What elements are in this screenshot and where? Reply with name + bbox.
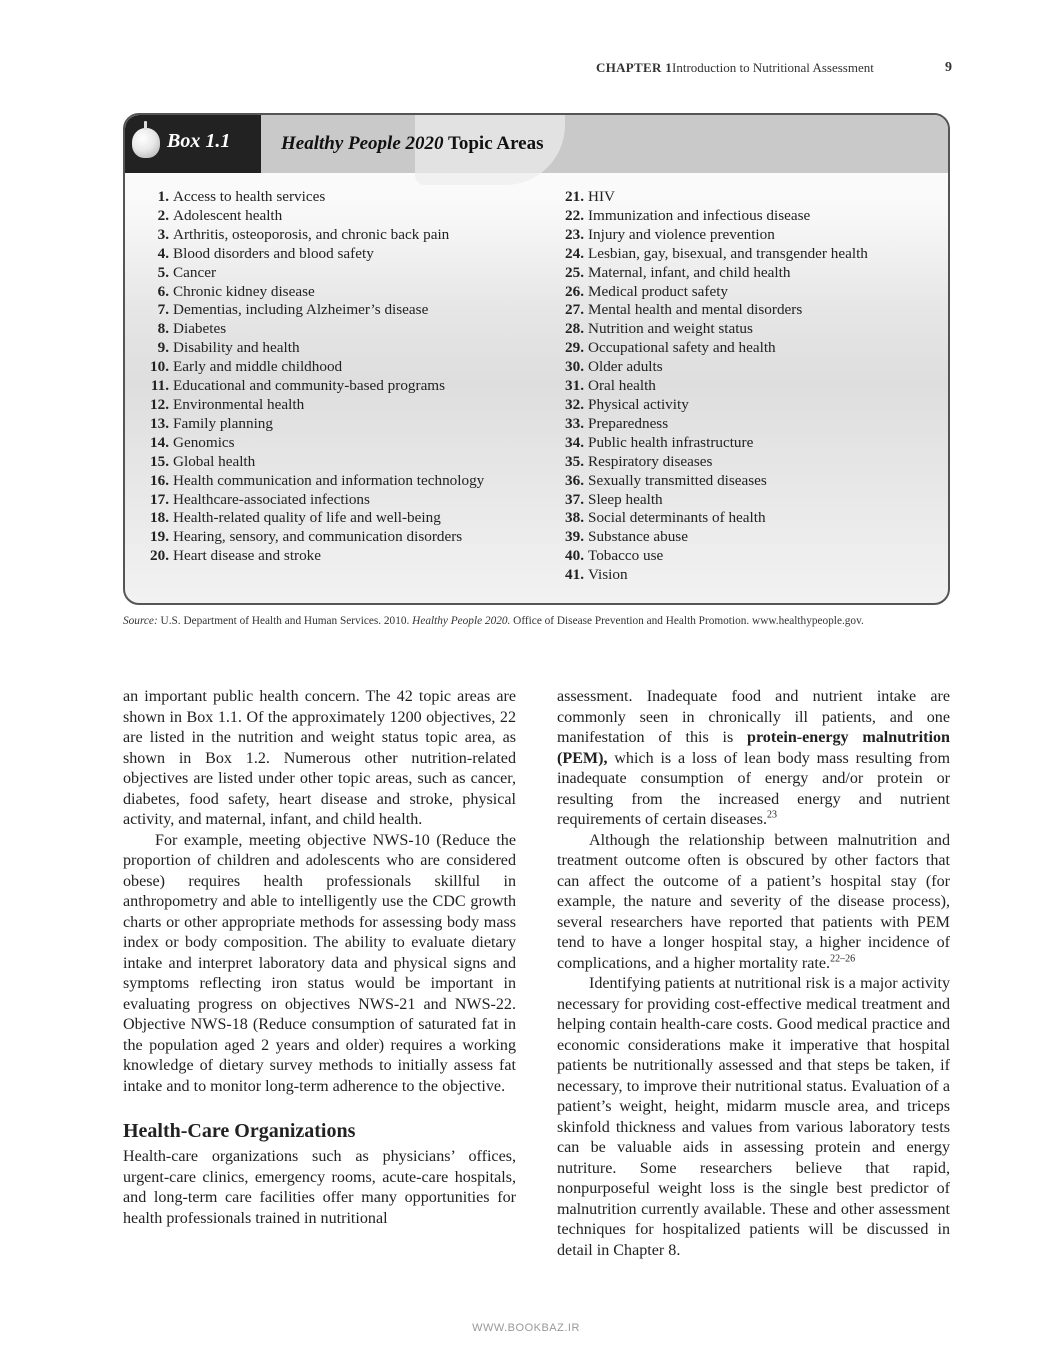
topic-text: Social determinants of health xyxy=(588,509,766,527)
topic-text: Family planning xyxy=(173,414,273,432)
topic-item xyxy=(540,453,940,472)
topic-text: Sexually transmitted diseases xyxy=(588,471,767,489)
topic-item xyxy=(125,301,545,320)
chapter-label: CHAPTER 1 xyxy=(596,60,673,75)
paragraph: For example, meeting objective NWS-10 (Reduce the proportion of children and adolescents who are considered obese) requires health professionals skillful in anthropometry and able to intelligently use the CDC growth charts or other appropriate methods for assessing body mass index or body composition. The ability to evaluate dietary intake and interpret laboratory data and physical signs and symptoms reflecting iron status would be important in evaluating progress on objectives NWS-21 and NWS-22. Objective NWS-18 (Reduce consumption of saturated fat in the population aged 2 years and older) requires a working knowledge of dietary survey methods to initially assess fat intake and to monitor long-term adherence to the objective. xyxy=(123,831,516,1095)
apple-icon xyxy=(132,128,160,158)
topic-text: Lesbian, gay, bisexual, and transgender health xyxy=(588,244,868,262)
topic-item xyxy=(125,207,545,226)
topic-item xyxy=(125,226,545,245)
topic-text: Cancer xyxy=(173,263,217,281)
topic-item xyxy=(540,320,940,339)
topic-item xyxy=(125,320,545,339)
topic-item xyxy=(540,207,940,226)
topic-item xyxy=(540,396,940,415)
key-term: protein-energy malnutrition (PEM), xyxy=(557,729,950,767)
topic-number: 28. xyxy=(565,320,584,338)
topic-number: 12. xyxy=(150,395,169,413)
topic-text: Nutrition and weight status xyxy=(588,320,753,338)
topic-item xyxy=(125,188,545,207)
topic-number: 25. xyxy=(565,263,584,281)
topic-item xyxy=(540,339,940,358)
paragraph xyxy=(557,831,950,975)
topic-number: 11. xyxy=(150,377,169,395)
topic-text: Arthritis, osteoporosis, and chronic back pain xyxy=(173,225,450,243)
topic-number: 36. xyxy=(565,471,584,489)
topic-number: 26. xyxy=(565,282,584,300)
topic-number: 21. xyxy=(565,188,584,205)
topic-item xyxy=(125,547,545,566)
topic-item xyxy=(540,283,940,302)
topic-number: 34. xyxy=(565,433,584,451)
source-text-1: U.S. Department of Health and Human Services. 2010. xyxy=(157,615,413,627)
topic-text: Physical activity xyxy=(588,395,689,413)
topic-item xyxy=(125,264,545,283)
topic-number: 10. xyxy=(150,358,169,376)
topic-item xyxy=(125,377,545,396)
topic-number: 1. xyxy=(157,188,169,205)
topic-number: 4. xyxy=(157,244,169,262)
topic-text: Dementias, including Alzheimer’s disease xyxy=(173,301,429,319)
topic-number: 41. xyxy=(565,566,584,584)
topic-number: 40. xyxy=(565,547,584,565)
topic-number: 24. xyxy=(565,244,584,262)
paragraph xyxy=(557,687,950,831)
paragraph: Identifying patients at nutritional risk is a major activity necessary for providing cost-effective medical treatment and helping contain health-care costs. Good medical practice and economic considerations make it imperative that hospital patients be nutritionally assessed and that steps be taken, if necessary, to improve their nutritional status. Evaluation of a patient’s weight, height, midarm muscle area, and triceps skinfold thickness and values from various laboratory tests can be valuable aids in assessing protein and energy nutriture. Some researchers believe that rapid, nonpurposeful weight loss is the single best predictor of malnutrition currently available. These and other assessment techniques for hospitalized patients will be discussed in detail in Chapter 8. xyxy=(557,975,950,1259)
topic-text: Oral health xyxy=(588,377,656,395)
running-header xyxy=(596,60,956,80)
topic-text: Mental health and mental disorders xyxy=(588,301,803,319)
topic-item xyxy=(540,377,940,396)
topic-number: 9. xyxy=(157,339,169,357)
page-number: 9 xyxy=(945,60,952,75)
topic-number: 18. xyxy=(150,509,169,527)
topic-number: 31. xyxy=(565,377,584,395)
topic-item xyxy=(125,396,545,415)
topic-text: Educational and community-based programs xyxy=(173,377,446,395)
topic-text: Maternal, infant, and child health xyxy=(588,263,791,281)
topic-number: 37. xyxy=(565,490,584,508)
source-text-2: Office of Disease Prevention and Health Promotion. www.healthypeople.gov. xyxy=(510,615,864,627)
topic-item xyxy=(540,509,940,528)
topic-text: Hearing, sensory, and communication disorders xyxy=(173,528,463,546)
topic-text: Public health infrastructure xyxy=(588,433,754,451)
topic-item xyxy=(125,245,545,264)
topic-text: Medical product safety xyxy=(588,282,729,300)
topic-number: 8. xyxy=(157,320,169,338)
topic-number: 30. xyxy=(565,358,584,376)
topic-text: Environmental health xyxy=(173,395,305,413)
topic-number: 20. xyxy=(150,547,169,565)
topic-number: 2. xyxy=(157,206,169,224)
topic-number: 7. xyxy=(157,301,169,319)
box-label: Box 1.1 xyxy=(167,130,231,152)
paragraph: an important public health concern. The 42 topic areas are shown in Box 1.1. Of the approximately 1200 objectives, 22 are listed in the nutrition and weight status topic area, as shown in Box 1.2. Numerous other nutrition-related objectives are listed under other topic areas, such as cancer, diabetes, food safety, heart disease and stroke, physical activity, and maternal, infant, and child health. xyxy=(123,688,516,828)
topic-item xyxy=(540,472,940,491)
topic-number: 29. xyxy=(565,339,584,357)
topic-item xyxy=(540,434,940,453)
topic-item xyxy=(540,358,940,377)
topic-text: Sleep health xyxy=(588,490,663,508)
topic-number: 33. xyxy=(565,414,584,432)
topic-number: 22. xyxy=(565,206,584,224)
topic-text: Substance abuse xyxy=(588,528,688,546)
topic-text: Global health xyxy=(173,452,256,470)
topic-list-left xyxy=(125,188,545,566)
topic-item xyxy=(125,528,545,547)
citation: 22–26 xyxy=(830,953,856,965)
topic-item xyxy=(540,547,940,566)
topic-item xyxy=(540,528,940,547)
watermark-footer: WWW.BOOKBAZ.IR xyxy=(472,1322,580,1334)
topic-item xyxy=(125,434,545,453)
topic-number: 14. xyxy=(150,433,169,451)
topic-number: 13. xyxy=(150,414,169,432)
topic-text: Diabetes xyxy=(173,320,227,338)
box-title xyxy=(281,133,544,155)
topic-item xyxy=(540,264,940,283)
body-column-right xyxy=(557,687,950,1261)
topic-text: Immunization and infectious disease xyxy=(588,206,811,224)
topic-areas-box xyxy=(123,113,950,605)
topic-text: Disability and health xyxy=(173,339,300,357)
topic-list-right xyxy=(540,188,940,585)
topic-text: Occupational safety and health xyxy=(588,339,776,357)
topic-text: Preparedness xyxy=(588,414,669,432)
topic-item xyxy=(540,188,940,207)
topic-number: 6. xyxy=(157,282,169,300)
topic-number: 15. xyxy=(150,452,169,470)
topic-text: Blood disorders and blood safety xyxy=(173,244,374,262)
topic-number: 19. xyxy=(150,528,169,546)
topic-text: Health communication and information technology xyxy=(173,471,485,489)
apple-stem-icon xyxy=(144,121,147,130)
topic-item xyxy=(540,566,940,585)
paragraph: Health-care organizations such as physicians’ offices, urgent-care clinics, emergency rooms, acute-care hospitals, and long-term care facilities offer many opportunities for health professionals trained in nutritional xyxy=(123,1148,516,1227)
topic-item xyxy=(125,453,545,472)
box-title-rest: Topic Areas xyxy=(443,133,544,154)
paragraph-text: assessment. Inadequate food and nutrient intake are commonly seen in chronically ill patients, and one manifestation of this is xyxy=(557,688,950,746)
topic-text: Older adults xyxy=(588,358,663,376)
citation: 23 xyxy=(767,809,778,821)
paragraph-text: Although the relationship between malnutrition and treatment outcome often is obscured by other factors that can affect the outcome of a patient’s hospital stay (for example, the nature and severity of the disease process), several researchers have reported that patients with PEM tend to have a longer hospital stay, a higher incidence of complications, and a higher mortality rate. xyxy=(557,831,950,972)
box-title-italic: Healthy People 2020 xyxy=(281,133,444,154)
topic-item xyxy=(125,509,545,528)
topic-text: Genomics xyxy=(173,433,235,451)
topic-number: 38. xyxy=(565,509,584,527)
paragraph-text: which is a loss of lean body mass resulting from inadequate consumption of energy and/or protein or resulting from the increased energy and nutrient requirements of certain diseases. xyxy=(557,749,950,828)
topic-item xyxy=(540,245,940,264)
topic-text: Adolescent health xyxy=(173,206,283,224)
topic-number: 17. xyxy=(150,490,169,508)
topic-text: Healthcare-associated infections xyxy=(173,490,370,508)
section-heading: Health-Care Organizations xyxy=(123,1120,356,1142)
topic-item xyxy=(540,226,940,245)
topic-text: Injury and violence prevention xyxy=(588,225,775,243)
topic-text: Early and middle childhood xyxy=(173,358,343,376)
box-source-note xyxy=(123,615,946,627)
topic-item xyxy=(540,491,940,510)
topic-item xyxy=(540,301,940,320)
topic-text: Heart disease and stroke xyxy=(173,547,322,565)
topic-text: Health-related quality of life and well-being xyxy=(173,509,441,527)
source-italic: Healthy People 2020. xyxy=(412,615,511,627)
topic-item xyxy=(125,472,545,491)
topic-number: 5. xyxy=(157,263,169,281)
topic-item xyxy=(125,358,545,377)
box-label-tab xyxy=(125,115,261,173)
topic-text: HIV xyxy=(588,188,615,205)
topic-number: 27. xyxy=(565,301,584,319)
topic-number: 39. xyxy=(565,528,584,546)
topic-text: Tobacco use xyxy=(588,547,664,565)
topic-item xyxy=(125,415,545,434)
topic-text: Respiratory diseases xyxy=(588,452,713,470)
topic-item xyxy=(125,283,545,302)
topic-text: Access to health services xyxy=(173,188,326,205)
body-column-left xyxy=(123,687,516,1229)
source-label: Source: xyxy=(123,615,158,627)
topic-item xyxy=(125,339,545,358)
topic-number: 32. xyxy=(565,395,584,413)
topic-text: Chronic kidney disease xyxy=(173,282,315,300)
topic-number: 23. xyxy=(565,225,584,243)
topic-number: 35. xyxy=(565,452,584,470)
topic-number: 3. xyxy=(157,225,169,243)
topic-text: Vision xyxy=(588,566,628,584)
topic-number: 16. xyxy=(150,471,169,489)
topic-item xyxy=(540,415,940,434)
chapter-title: Introduction to Nutritional Assessment xyxy=(672,60,874,75)
topic-item xyxy=(125,491,545,510)
